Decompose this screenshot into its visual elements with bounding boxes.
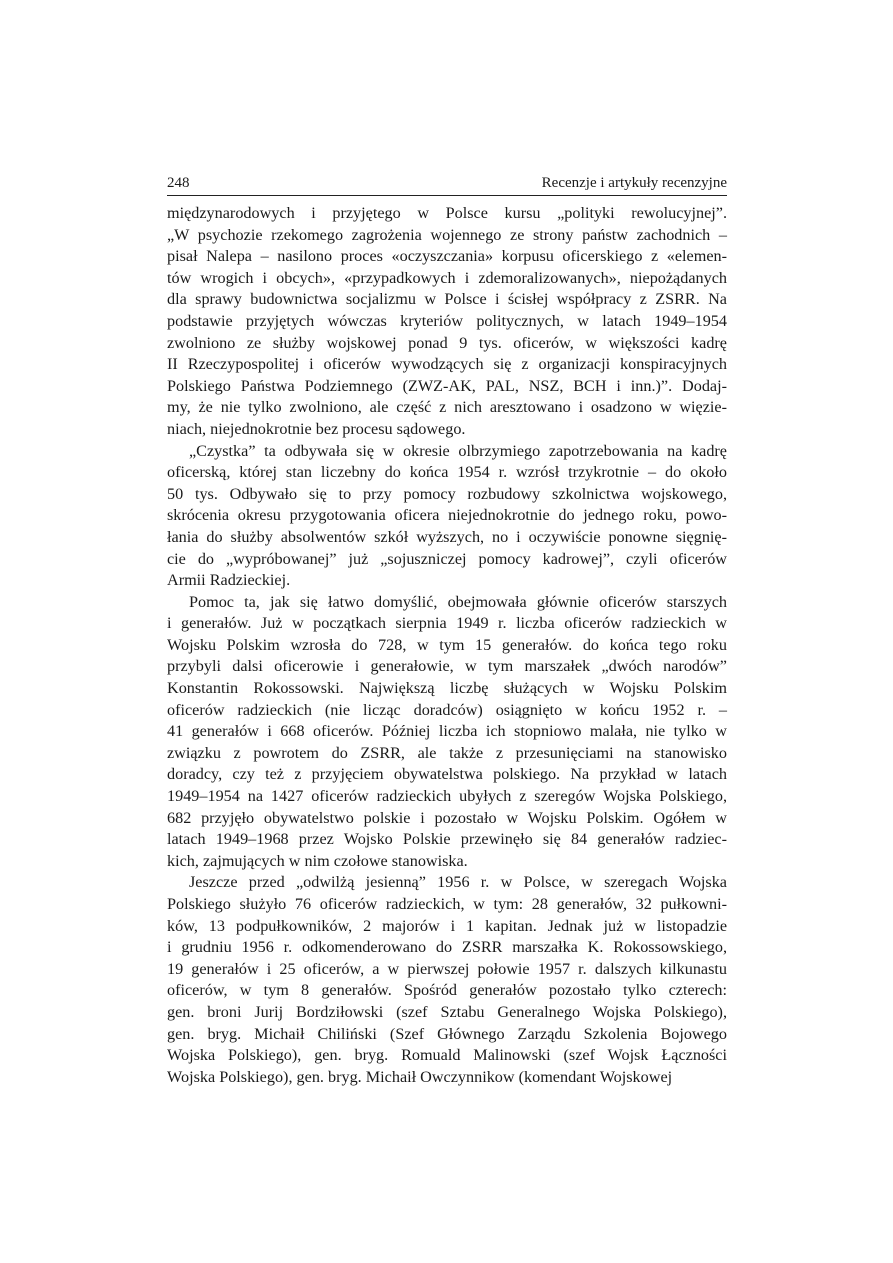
text-line: 50 tys. Odbywało się to przy pomocy rozbudowy szkolnictwa wojskowego, — [167, 484, 727, 503]
paragraph — [167, 872, 727, 1088]
text-line: Wojsku Polskim wzrosła do 728, w tym 15 generałów. do końca tego roku — [167, 635, 727, 654]
paragraph — [167, 203, 727, 441]
body-text — [167, 203, 727, 1088]
text-line: skrócenia okresu przygotowania oficera niejednokrotnie do jednego roku, powo- — [167, 506, 727, 525]
text-line: gen. broni Jurij Bordziłowski (szef Sztabu Generalnego Wojska Polskiego), — [167, 1002, 727, 1021]
text-line: tów wrogich i obcych», «przypadkowych i zdemoralizowanych», niepożądanych — [167, 268, 727, 287]
text-line: kich, zajmujących w nim czołowe stanowiska. — [167, 851, 468, 870]
paragraph — [167, 441, 727, 592]
running-title: Recenzje i artykuły recenzyjne — [541, 175, 727, 191]
text-line: cie do „wypróbowanej” już „sojuszniczej pomocy kadrowej”, czyli oficerów — [167, 549, 727, 568]
text-line: my, że nie tylko zwolniono, ale część z nich aresztowano i osadzono w więzie- — [167, 398, 727, 417]
text-line: oficerów radzieckich (nie licząc doradców) osiągnięto w końcu 1952 r. – — [167, 700, 727, 719]
text-line: 1949–1954 na 1427 oficerów radzieckich ubyłych z szeregów Wojska Polskiego, — [167, 787, 727, 806]
text-line: 682 przyjęło obywatelstwo polskie i pozostało w Wojsku Polskim. Ogółem w — [167, 808, 727, 827]
text-line: pisał Nalepa – nasilono proces «oczyszczania» korpusu oficerskiego z «elemen- — [167, 247, 727, 266]
text-line: Polskiego służyło 76 oficerów radzieckich, w tym: 28 generałów, 32 pułkowni- — [167, 895, 727, 913]
text-line: „Czystka” ta odbywała się w okresie olbrzymiego zapotrzebowania na kadrę — [189, 441, 727, 460]
text-line: Wojska Polskiego), gen. bryg. Michaił Owczynnikow (komendant Wojskowej — [167, 1067, 673, 1086]
text-line: II Rzeczypospolitej i oficerów wywodzących się z organizacji konspiracyjnych — [167, 355, 727, 374]
text-line: niach, niejednokrotnie bez procesu sądowego. — [167, 419, 466, 438]
text-line: Polskiego Państwa Podziemnego (ZWZ-AK, PAL, NSZ, BCH i inn.)”. Dodaj- — [167, 376, 727, 395]
text-line: Pomoc ta, jak się łatwo domyślić, obejmowała głównie oficerów starszych — [189, 592, 727, 611]
text-line: Konstantin Rokossowski. Największą liczbę służących w Wojsku Polskim — [167, 679, 727, 698]
text-line: międzynarodowych i przyjętego w Polsce kursu „polityki rewolucyjnej”. — [167, 204, 727, 222]
text-line: oficerską, której stan liczebny do końca 1954 r. wzrósł trzykrotnie – do około — [167, 463, 727, 482]
text-line: dla sprawy budownictwa socjalizmu w Polsce i ścisłej współpracy z ZSRR. Na — [167, 290, 727, 309]
text-line: przybyli dalsi oficerowie i generałowie, w tym marszałek „dwóch narodów” — [167, 657, 727, 676]
text-line: łania do służby absolwentów szkół wyższych, no i oczywiście ponowne sięgnię- — [167, 527, 727, 546]
text-line: Armii Radzieckiej. — [167, 571, 291, 590]
text-line: i grudniu 1956 r. odkomenderowano do ZSRR marszałka K. Rokossowskiego, — [167, 938, 727, 957]
text-line: podstawie przyjętych wówczas kryteriów politycznych, w latach 1949–1954 — [167, 311, 727, 330]
text-line: oficerów, w tym 8 generałów. Spośród generałów pozostało tylko czterech: — [167, 981, 727, 1000]
text-line: Wojska Polskiego), gen. bryg. Romuald Malinowski (szef Wojsk Łączności — [167, 1046, 727, 1065]
paragraph — [167, 592, 727, 873]
text-line: „W psychozie rzekomego zagrożenia wojennego ze strony państw zachodnich – — [167, 225, 727, 244]
text-line: związku z powrotem do ZSRR, ale także z przesunięciami na stanowisko — [167, 743, 727, 762]
text-line: Jeszcze przed „odwilżą jesienną” 1956 r. w Polsce, w szeregach Wojska — [189, 873, 727, 892]
text-line: doradcy, czy też z przyjęciem obywatelstwa polskiego. Na przykład w latach — [167, 765, 727, 784]
text-line: gen. bryg. Michaił Chiliński (Szef Głównego Zarządu Szkolenia Bojowego — [167, 1024, 727, 1043]
page-number: 248 — [167, 175, 190, 191]
text-line: latach 1949–1968 przez Wojsko Polskie przewinęło się 84 generałów radziec- — [167, 830, 727, 849]
text-line: ków, 13 podpułkowników, 2 majorów i 1 kapitan. Jednak już w listopadzie — [167, 916, 727, 935]
text-line: 41 generałów i 668 oficerów. Później liczba ich stopniowo malała, nie tylko w — [167, 722, 727, 741]
text-line: i generałów. Już w początkach sierpnia 1949 r. liczba oficerów radzieckich w — [167, 614, 727, 633]
text-line: zwolniono ze służby wojskowej ponad 9 tys. oficerów, w większości kadrę — [167, 333, 727, 352]
text-line: 19 generałów i 25 oficerów, a w pierwszej połowie 1957 r. dalszych kilkunastu — [167, 959, 727, 978]
running-header — [167, 175, 727, 196]
